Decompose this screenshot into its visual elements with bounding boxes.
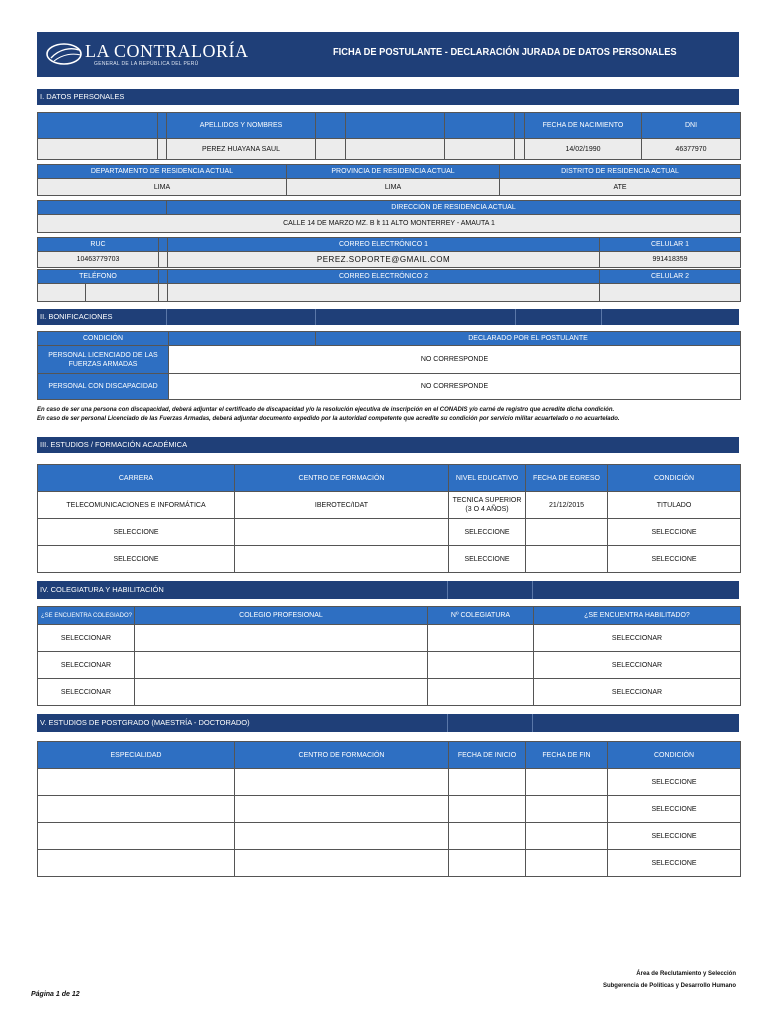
- label-celular-1: CELULAR 1: [600, 238, 741, 252]
- label-correo-1: CORREO ELECTRÓNICO 1: [168, 238, 600, 252]
- postgrado-fecha-fin[interactable]: [526, 823, 608, 850]
- celular-2-value[interactable]: [600, 284, 741, 302]
- colegiatura-table: [37, 606, 741, 706]
- postgrado-fecha-fin[interactable]: [526, 769, 608, 796]
- page-number: Página 1 de 12: [31, 991, 80, 998]
- distrito-value[interactable]: ATE: [500, 179, 741, 196]
- residencia-table: [37, 164, 741, 196]
- estudio-condicion[interactable]: TITULADO: [608, 492, 741, 519]
- colegiado-select[interactable]: SELECCIONAR: [38, 652, 135, 679]
- table-row: [38, 679, 741, 706]
- table-row: [38, 652, 741, 679]
- label-departamento: DEPARTAMENTO DE RESIDENCIA ACTUAL: [38, 165, 287, 179]
- postgrado-especialidad[interactable]: [38, 796, 235, 823]
- estudio-centro[interactable]: IBEROTEC/IDAT: [235, 492, 449, 519]
- postgrado-especialidad[interactable]: [38, 850, 235, 877]
- postgrado-fecha-fin[interactable]: [526, 796, 608, 823]
- col-especialidad: ESPECIALIDAD: [38, 742, 235, 769]
- postgrado-fecha-inicio[interactable]: [449, 796, 526, 823]
- estudio-nivel[interactable]: SELECCIONE: [449, 546, 526, 573]
- col-fecha-fin: FECHA DE FIN: [526, 742, 608, 769]
- col-nivel-educativo: NIVEL EDUCATIVO: [449, 465, 526, 492]
- correo-2-value[interactable]: [168, 284, 600, 302]
- colegio-value[interactable]: [135, 652, 428, 679]
- postgrado-condicion[interactable]: SELECCIONE: [608, 823, 741, 850]
- postgrado-fecha-inicio[interactable]: [449, 823, 526, 850]
- table-row: [38, 625, 741, 652]
- colegiatura-value[interactable]: [428, 679, 534, 706]
- estudio-centro[interactable]: [235, 546, 449, 573]
- estudios-table: [37, 464, 741, 573]
- col-centro-formacion: CENTRO DE FORMACIÓN: [235, 742, 449, 769]
- correo-1-value[interactable]: PEREZ.SOPORTE@GMAIL.COM: [168, 252, 600, 268]
- colegio-value[interactable]: [135, 679, 428, 706]
- label-provincia: PROVINCIA DE RESIDENCIA ACTUAL: [287, 165, 500, 179]
- estudio-carrera[interactable]: TELECOMUNICACIONES E INFORMÁTICA: [38, 492, 235, 519]
- section-postgrado-title: V. ESTUDIOS DE POSTGRADO (MAESTRÍA - DOCTORADO): [37, 714, 739, 732]
- direccion-value[interactable]: CALLE 14 DE MARZO MZ. B lt 11 ALTO MONTERREY - AMAUTA 1: [38, 215, 741, 233]
- postgrado-table: [37, 741, 741, 877]
- provincia-value[interactable]: LIMA: [287, 179, 500, 196]
- label-correo-2: CORREO ELECTRÓNICO 2: [168, 270, 600, 284]
- table-row: [38, 769, 741, 796]
- label-dni: DNI: [642, 113, 741, 139]
- table-row: [38, 823, 741, 850]
- section-estudios-title: III. ESTUDIOS / FORMACIÓN ACADÉMICA: [37, 437, 739, 453]
- table-row: [38, 492, 741, 519]
- habilitado-select[interactable]: SELECCIONAR: [534, 652, 741, 679]
- dni-value[interactable]: 46377970: [642, 139, 741, 160]
- estudio-condicion[interactable]: SELECCIONE: [608, 519, 741, 546]
- telefono-value[interactable]: [38, 284, 86, 302]
- logo-name: LA CONTRALORÍA: [85, 41, 249, 61]
- col-carrera: CARRERA: [38, 465, 235, 492]
- label-declarado: DECLARADO POR EL POSTULANTE: [316, 332, 741, 346]
- ruc-value[interactable]: 10463779703: [38, 252, 159, 268]
- estudio-condicion[interactable]: SELECCIONE: [608, 546, 741, 573]
- label-apellidos: APELLIDOS Y NOMBRES: [167, 113, 316, 139]
- celular-1-value[interactable]: 991418359: [600, 252, 741, 268]
- postgrado-especialidad[interactable]: [38, 823, 235, 850]
- postgrado-fecha-fin[interactable]: [526, 850, 608, 877]
- col-colegiado: ¿SE ENCUENTRA COLEGIADO?: [38, 607, 135, 625]
- label-distrito: DISTRITO DE RESIDENCIA ACTUAL: [500, 165, 741, 179]
- estudio-carrera[interactable]: SELECCIONE: [38, 519, 235, 546]
- bonificacion-discapacidad-label: PERSONAL CON DISCAPACIDAD: [38, 374, 169, 400]
- label-fecha-nacimiento: FECHA DE NACIMIENTO: [525, 113, 642, 139]
- footer-subgerencia: Subgerencia de Políticas y Desarrollo Humano: [602, 983, 736, 989]
- apellidos-value[interactable]: PEREZ HUAYANA SAUL: [167, 139, 316, 160]
- note-licenciado: En caso de ser personal Licenciado de las Fuerzas Armadas, deberá adjuntar documento expedido por la autoridad competente que acredite su condición por servicio militar acuartelado o no acuartelado.: [37, 416, 620, 422]
- postgrado-fecha-inicio[interactable]: [449, 769, 526, 796]
- estudio-carrera[interactable]: SELECCIONE: [38, 546, 235, 573]
- section-bonificaciones-title: II. BONIFICACIONES: [37, 309, 739, 325]
- colegiado-select[interactable]: SELECCIONAR: [38, 625, 135, 652]
- document-title: FICHA DE POSTULANTE - DECLARACIÓN JURADA DE DATOS PERSONALES: [333, 47, 677, 58]
- colegiatura-value[interactable]: [428, 625, 534, 652]
- section-datos-personales-title: I. DATOS PERSONALES: [37, 89, 739, 105]
- estudio-fecha-egreso[interactable]: 21/12/2015: [526, 492, 608, 519]
- col-condicion: CONDICIÓN: [608, 465, 741, 492]
- table-row: [38, 796, 741, 823]
- habilitado-select[interactable]: SELECCIONAR: [534, 679, 741, 706]
- col-fecha-egreso: FECHA DE EGRESO: [526, 465, 608, 492]
- col-colegio-profesional: COLEGIO PROFESIONAL: [135, 607, 428, 625]
- departamento-value[interactable]: LIMA: [38, 179, 287, 196]
- section-colegiatura-title: IV. COLEGIATURA Y HABILITACIÓN: [37, 581, 739, 599]
- label-telefono: TELÉFONO: [38, 270, 159, 284]
- label-direccion: DIRECCIÓN DE RESIDENCIA ACTUAL: [167, 201, 741, 215]
- table-row: [38, 850, 741, 877]
- logo-subtitle: GENERAL DE LA REPÚBLICA DEL PERÚ: [94, 61, 199, 67]
- table-row: [38, 546, 741, 573]
- postgrado-condicion[interactable]: SELECCIONE: [608, 796, 741, 823]
- colegio-value[interactable]: [135, 625, 428, 652]
- col-fecha-inicio: FECHA DE INICIO: [449, 742, 526, 769]
- label-ruc: RUC: [38, 238, 159, 252]
- habilitado-select[interactable]: SELECCIONAR: [534, 625, 741, 652]
- postgrado-especialidad[interactable]: [38, 769, 235, 796]
- postgrado-condicion[interactable]: SELECCIONE: [608, 850, 741, 877]
- bonificacion-discapacidad-value[interactable]: NO CORRESPONDE: [169, 374, 741, 400]
- estudio-nivel[interactable]: TECNICA SUPERIOR (3 O 4 AÑOS): [449, 492, 526, 519]
- postgrado-centro[interactable]: [235, 850, 449, 877]
- document-header: [37, 32, 739, 77]
- estudio-fecha-egreso[interactable]: [526, 519, 608, 546]
- label-condicion: CONDICIÓN: [38, 332, 169, 346]
- col-habilitado: ¿SE ENCUENTRA HABILITADO?: [534, 607, 741, 625]
- postgrado-centro[interactable]: [235, 796, 449, 823]
- direccion-table: [37, 200, 741, 233]
- postgrado-centro[interactable]: [235, 769, 449, 796]
- estudio-centro[interactable]: [235, 519, 449, 546]
- col-centro-formacion: CENTRO DE FORMACIÓN: [235, 465, 449, 492]
- table-row: [38, 519, 741, 546]
- estudio-fecha-egreso[interactable]: [526, 546, 608, 573]
- bonificaciones-table: [37, 331, 741, 400]
- col-condicion: CONDICIÓN: [608, 742, 741, 769]
- colegiatura-value[interactable]: [428, 652, 534, 679]
- col-numero-colegiatura: Nº COLEGIATURA: [428, 607, 534, 625]
- estudio-nivel[interactable]: SELECCIONE: [449, 519, 526, 546]
- bonificacion-ffaa-value[interactable]: NO CORRESPONDE: [169, 346, 741, 374]
- fecha-nacimiento-value[interactable]: 14/02/1990: [525, 139, 642, 160]
- contraloria-logo-icon: [45, 41, 83, 67]
- postgrado-centro[interactable]: [235, 823, 449, 850]
- note-discapacidad: En caso de ser una persona con discapacidad, deberá adjuntar el certificado de discapacidad y/o la resolución ejecutiva de inscripción en el CONADIS y/o carné de registro que acredite dicha condición.: [37, 407, 615, 413]
- colegiado-select[interactable]: SELECCIONAR: [38, 679, 135, 706]
- bonificacion-ffaa-label: PERSONAL LICENCIADO DE LAS FUERZAS ARMADAS: [38, 346, 169, 374]
- label-celular-2: CELULAR 2: [600, 270, 741, 284]
- contacto-table: [37, 237, 741, 302]
- datos-personales-table-1: [37, 112, 741, 160]
- postgrado-condicion[interactable]: SELECCIONE: [608, 769, 741, 796]
- postgrado-fecha-inicio[interactable]: [449, 850, 526, 877]
- footer-area: Área de Reclutamiento y Selección: [636, 971, 736, 977]
